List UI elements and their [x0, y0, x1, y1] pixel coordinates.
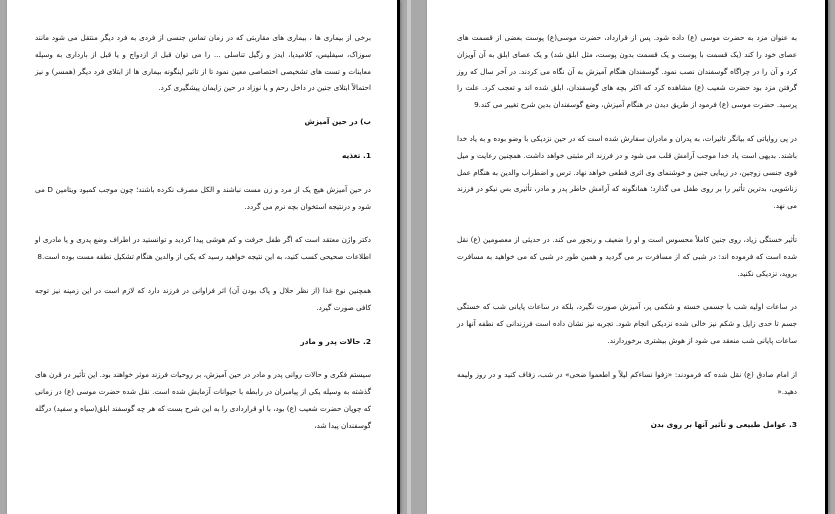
page-text-right	[457, 30, 797, 451]
section-heading: ب) در حین آمیزش	[304, 117, 371, 127]
paragraph: همچنین نوع غذا (از نظر حلال و پاک بودن آن) اثر فراوانی در فرزند دارد که لازم است در این زمینه نیز توجه کافی صورت گیرد.	[35, 285, 371, 312]
paragraph: برخی از بیماری ها ، بیماری های مقاربتی که در زمان تماس جنسی از فردی به فرد دیگر منتقل می شود مانند سوزاک، سیفلیس، کلامیدیا، ایدز و زگیل تناسلی ... را می توان قبل از ازدواج و یا قبل از بارداری به وسیله معاینات و تست های تشخیصی اختصاصی معین نمود تا از تاثیر اینگونه بیماری ها از ابتلای فرد دیگر (همسر) و نیز احتمالاً ابتلای جنین در داخل رحم و یا نوزاد در حین زایمان پیشگیری کرد.	[35, 33, 371, 93]
document-page-left	[7, 0, 400, 514]
paragraph: سیستم فکری و حالات روانی پدر و مادر در حین آمیزش، بر روحیات فرزند موثر خواهند بود. این تأثیر در قرن های گذشته به وسیله یکی از پیامبران در رابطه با حیوانات آزمایش شده است. نقل شده حضرت موسی (ع) در زمانی که چوپان حضرت شعیب (ع) بود، با او قراردادی را به این شرح بست که هر چه گوسفند ابلق(سیاه و سفید) درگله گوسفندان پیدا شد،	[35, 370, 371, 430]
paragraph: از امام صادق (ع) نقل شده که فرمودند: «زفوا نساءکم لیلاً و اطعموا ضحی» در شب، زفاف کنید و در روز ولیمه دهید.«	[457, 369, 797, 396]
paragraph: دکتر واژن معتقد است که اگر طفل خرفت و کم هوشی پیدا کردید و توانستید در اطراف وضع پدری و یا مادری او اطلاعات صحیحی کسب کنید، به این نتیجه خواهید رسید که یکی از والدین هنگام تشکیل نطفه مست بوده است.8	[35, 235, 371, 262]
paragraph: تأثیر خستگی زیاد، روی جنین کاملاً محسوس است و او را ضعیف و رنجور می کند. در حدیثی از معصومین (ع) نقل شده است که فرموده اند: در شبی که از مسافرت بر می گردید و همین طور در شبی که می خواهید به مسافرت بروید، نزدیکی نکنید.	[457, 234, 797, 278]
paragraph: به عنوان مزد به حضرت موسی (ع) داده شود. پس از قرارداد، حضرت موسی(ع) پوست بعضی از قسمت های عصای خود را کند (یک قسمت با پوست و یک قسمت بدون پوست، مثل ابلق شد) و یک عصای ابلق به آن آویزان کرد و آن را در چراگاه گوسفندان نصب نمود. گوسفندان هنگام آمیزش به آن نگاه می کردند. در آخر سال که روز گرفتن مزد بود حضرت شعیب (ع) مشاهده کرد که اکثر بچه های گوسفندان، ابلق شده اند و تعجب کرد. علت را پرسید. حضرت موسی (ع) فرمود از طریق دیدن در هنگام آمیزش، وضع گوسفندان بدین شرح تغییر می کند.9	[457, 33, 797, 110]
paragraph: در پی روایاتی که بیانگر تاثیرات، به پدران و مادران سفارش شده است که در حین نزدیکی با وضو بوده و به یاد خدا باشند. بدیهی است یاد خدا موجب آرامش قلب می شود و در فرزند اثر مثبتی خواهد داشت. همچنین رعایت و میل قوی جنسی زوجین، در زیبایی جنین و خوشنمای وی اثری قطعی خواهد نهاد. ترس و اضطراب والدین به هنگام عمل زناشویی، بدترین تأثیر را بر روی طفل می گذارد؛ همانگونه که آرامش خاطر پدر و مادر، تأثیری بس نیکو در فرزند می نهد.	[457, 133, 797, 211]
subsection-heading: 1. تغذیه	[341, 150, 371, 160]
paragraph: در حین آمیزش هیچ یک از مرد و زن مست نباشند و الکل مصرف نکرده باشند؛ چون موجب کمبود ویتامین D می شود و درنتیجه استخوان بچه نرم می گردد.	[35, 184, 371, 211]
page-gutter	[407, 0, 411, 514]
paragraph: در ساعات اولیه شب با جسمی خسته و شکمی پر، آمیزش صورت نگیرد، بلکه در ساعات پایانی شب که خستگی جسم تا حدی زایل و شکم نیز خالی شده نزدیکی انجام شود. تجربه نیز نشان داده است فرزندانی که نطفه آنها در ساعات پایانی شب منعقد می شود از هوش بیشتری برخوردارند.	[457, 302, 797, 345]
document-page-right	[427, 0, 828, 514]
subsection-heading: 3. عوامل طبیعی و تأثیر آنها بر روی بدن	[650, 420, 797, 430]
subsection-heading: 2. حالات پدر و مادر	[300, 336, 371, 346]
page-text-left	[35, 30, 371, 452]
